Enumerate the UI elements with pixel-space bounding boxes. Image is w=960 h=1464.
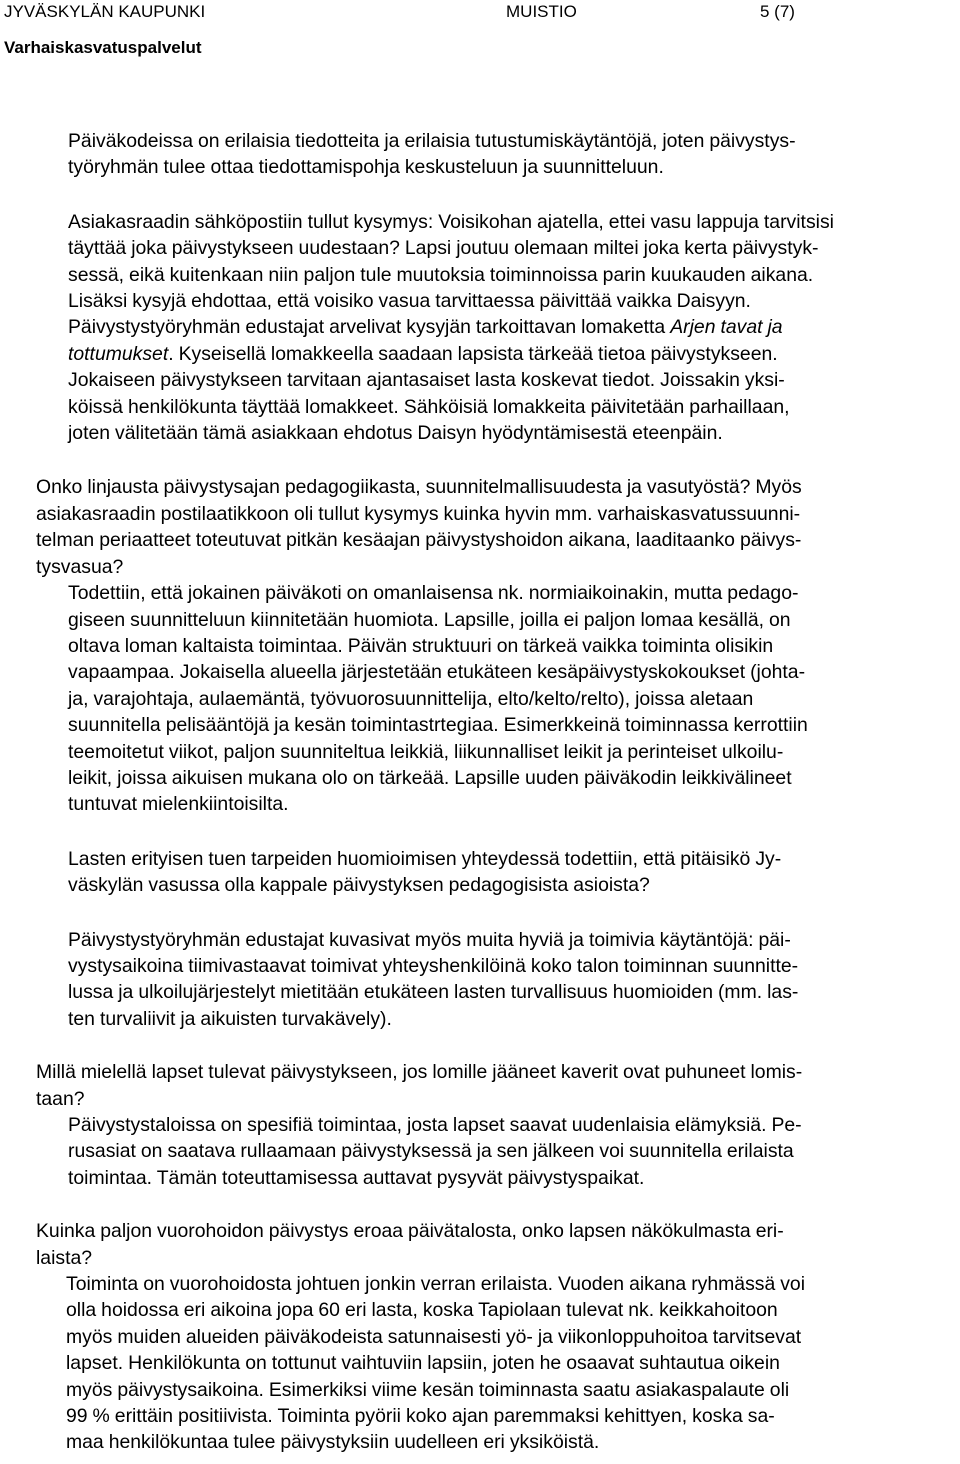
- text-line: Päiväkodeissa on erilaisia tiedotteita ja erilaisia tutustumiskäytäntöjä, joten päivystys-: [68, 130, 796, 152]
- text-line: suunnitella pelisääntöjä ja kesän toimintastrtegiaa. Esimerkkeinä toiminnassa kerrottiin: [68, 714, 808, 737]
- document-body: [0, 128, 960, 1456]
- text-line: vapaampaa. Jokaisella alueella järjestetään etukäteen kesäpäivystyskokoukset (johta-: [68, 661, 806, 684]
- question-pedagogy: [0, 474, 960, 580]
- text-line: Jokaiseen päivystykseen tarvitaan ajantasaiset lasta koskevat tiedot. Joissakin yksi-: [68, 369, 785, 392]
- paragraph-vasu-question: [0, 209, 960, 447]
- document-type: MUISTIO: [506, 2, 577, 21]
- text-line: Päivystystyöryhmän edustajat kuvasivat myös muita hyviä ja toimivia käytäntöjä: päi-: [68, 928, 791, 951]
- answer-children-mood: [0, 1112, 960, 1191]
- form-name-italic: Arjen tavat ja: [670, 316, 783, 339]
- question-children-mood: [0, 1059, 960, 1112]
- text-line: telman periaatteet toteutuvat pitkän kesäajan päivystyshoidon aikana, laaditaanko päivys-: [36, 529, 802, 552]
- paragraph-info-practices: [0, 128, 960, 181]
- text-line: toimintaa. Tämän toteuttamisessa auttavat pysyvät päivystyspaikat.: [68, 1166, 645, 1189]
- text-line: työryhmän tulee ottaa tiedottamispohja keskusteluun ja suunnitteluun.: [68, 156, 664, 179]
- text-line: Toiminta on vuorohoidosta johtuen jonkin verran erilaista. Vuoden aikana ryhmässä voi: [66, 1273, 806, 1296]
- text-line: Millä mielellä lapset tulevat päivystykseen, jos lomille jääneet kaverit ovat puhuneet lomis-: [36, 1061, 803, 1084]
- text-segment: . Kyseisellä lomakkeella saadaan lapsista tärkeää tietoa päivystykseen.: [168, 342, 778, 365]
- text-line: tuntuvat mielenkiintoisilta.: [68, 793, 289, 816]
- text-line: olla hoidossa eri aikoina jopa 60 eri lasta, koska Tapiolaan tulevat nk. keikkahoitoon: [66, 1299, 778, 1322]
- text-line: oltava loman kaltaista toimintaa. Päivän struktuuri on tärkeä vaikka toiminta olisikin: [68, 634, 774, 657]
- text-line: myös päivystysaikoina. Esimerkiksi viime kesän toiminnasta saatu asiakaspalaute oli: [66, 1378, 790, 1401]
- text-line: ja, varajohtaja, aulaemäntä, työvuorosuunnittelija, elto/kelto/relto), joissa aletaan: [68, 687, 754, 710]
- document-header: [0, 0, 960, 60]
- text-line: rusasiat on saatava rullaamaan päivystyksessä ja sen jälkeen voi suunnitella erilaista: [68, 1140, 794, 1163]
- text-line: Asiakasraadin sähköpostiin tullut kysymys: Voisikohan ajatella, ettei vasu lappuja tarvitsisi: [68, 210, 834, 233]
- text-segment: Päivystystyöryhmän edustajat arvelivat kysyjän tarkoittavan lomaketta: [68, 316, 671, 339]
- text-line: giseen suunnitteluun kiinnitetään huomiota. Lapsille, joilla ei paljon lomaa kesällä, on: [68, 608, 791, 631]
- question-shift-care: [0, 1218, 960, 1271]
- text-line: laista?: [36, 1246, 93, 1269]
- page-number: 5 (7): [760, 2, 795, 21]
- text-line: lapset. Henkilökunta on tottunut vaihtuviin lapsiin, joten he osaavat suhtautua oikein: [66, 1352, 780, 1375]
- text-line: Todettiin, että jokainen päiväkoti on omanlaisensa nk. normiaikoinakin, mutta pedago-: [68, 582, 799, 605]
- text-line: 99 % erittäin positiivista. Toiminta pyörii koko ajan paremmaksi kehittyen, koska sa-: [66, 1405, 775, 1428]
- paragraph-special-support: [0, 846, 960, 899]
- text-line: väskylän vasussa olla kappale päivystyksen pedagogisista asioista?: [68, 874, 650, 897]
- answer-shift-care: [0, 1271, 960, 1456]
- text-line: Kuinka paljon vuorohoidon päivystys eroaa päivätalosta, onko lapsen näkökulmasta eri-: [36, 1220, 784, 1243]
- organization-name: JYVÄSKYLÄN KAUPUNKI: [4, 2, 206, 21]
- text-line: tysvasua?: [36, 555, 124, 578]
- answer-pedagogy: [0, 580, 960, 818]
- paragraph-good-practices: [0, 927, 960, 1033]
- text-line: myös muiden alueiden päiväkodeista satunnaisesti yö- ja viikonloppuhoitoa tarvitsevat: [66, 1325, 802, 1348]
- text-line: ten turvaliivit ja aikuisten turvakävely).: [68, 1007, 392, 1030]
- text-line: lussa ja ulkoilujärjestelyt mietitään etukäteen lasten turvallisuus huomioiden (mm. las-: [68, 981, 799, 1004]
- text-line: asiakasraadin postilaatikkoon oli tullut kysymys kuinka hyvin mm. varhaiskasvatussuunni-: [36, 502, 801, 525]
- text-line: [68, 341, 956, 367]
- form-name-italic: tottumukset: [68, 342, 169, 365]
- text-line: teemoitetut viikot, paljon suunniteltua leikkiä, liikunnalliset leikit ja perinteiset ulkoilu-: [68, 740, 784, 763]
- text-line: taan?: [36, 1087, 85, 1110]
- text-line: [68, 314, 956, 340]
- text-line: köissä henkilökunta täyttää lomakkeet. Sähköisiä lomakkeita päivitetään parhaillaan,: [68, 395, 790, 418]
- text-line: Päivystystaloissa on spesifiä toimintaa, josta lapset saavat uudenlaisia elämyksiä. Pe-: [68, 1114, 802, 1136]
- text-line: vystysaikoina tiimivastaavat toimivat yhteyshenkilöinä koko talon toiminnan suunnitte-: [68, 954, 799, 977]
- text-line: joten välitetään tämä asiakkaan ehdotus Daisyn hyödyntämisestä eteenpäin.: [68, 422, 723, 445]
- text-line: Lasten erityisen tuen tarpeiden huomioimisen yhteydessä todettiin, että pitäisikö Jy-: [68, 847, 782, 870]
- text-line: maa henkilökuntaa tulee päivystyksiin uudelleen eri yksiköistä.: [66, 1431, 600, 1454]
- text-line: leikit, joissa aikuisen mukana olo on tärkeää. Lapsille uuden päiväkodin leikkivälineet: [68, 766, 792, 789]
- text-line: täyttää joka päivystykseen uudestaan? Lapsi joutuu olemaan miltei joka kerta päivystyk-: [68, 237, 819, 260]
- text-line: Onko linjausta päivystysajan pedagogiikasta, suunnitelmallisuudesta ja vasutyöstä? Myös: [36, 476, 802, 499]
- unit-name: Varhaiskasvatuspalvelut: [4, 38, 202, 57]
- text-line: sessä, eikä kuitenkaan niin paljon tule muutoksia toiminnoissa parin kuukauden aikana.: [68, 263, 814, 286]
- text-line: Lisäksi kysyjä ehdottaa, että voisiko vasua tarvittaessa päivittää vaikka Daisyyn.: [68, 290, 751, 313]
